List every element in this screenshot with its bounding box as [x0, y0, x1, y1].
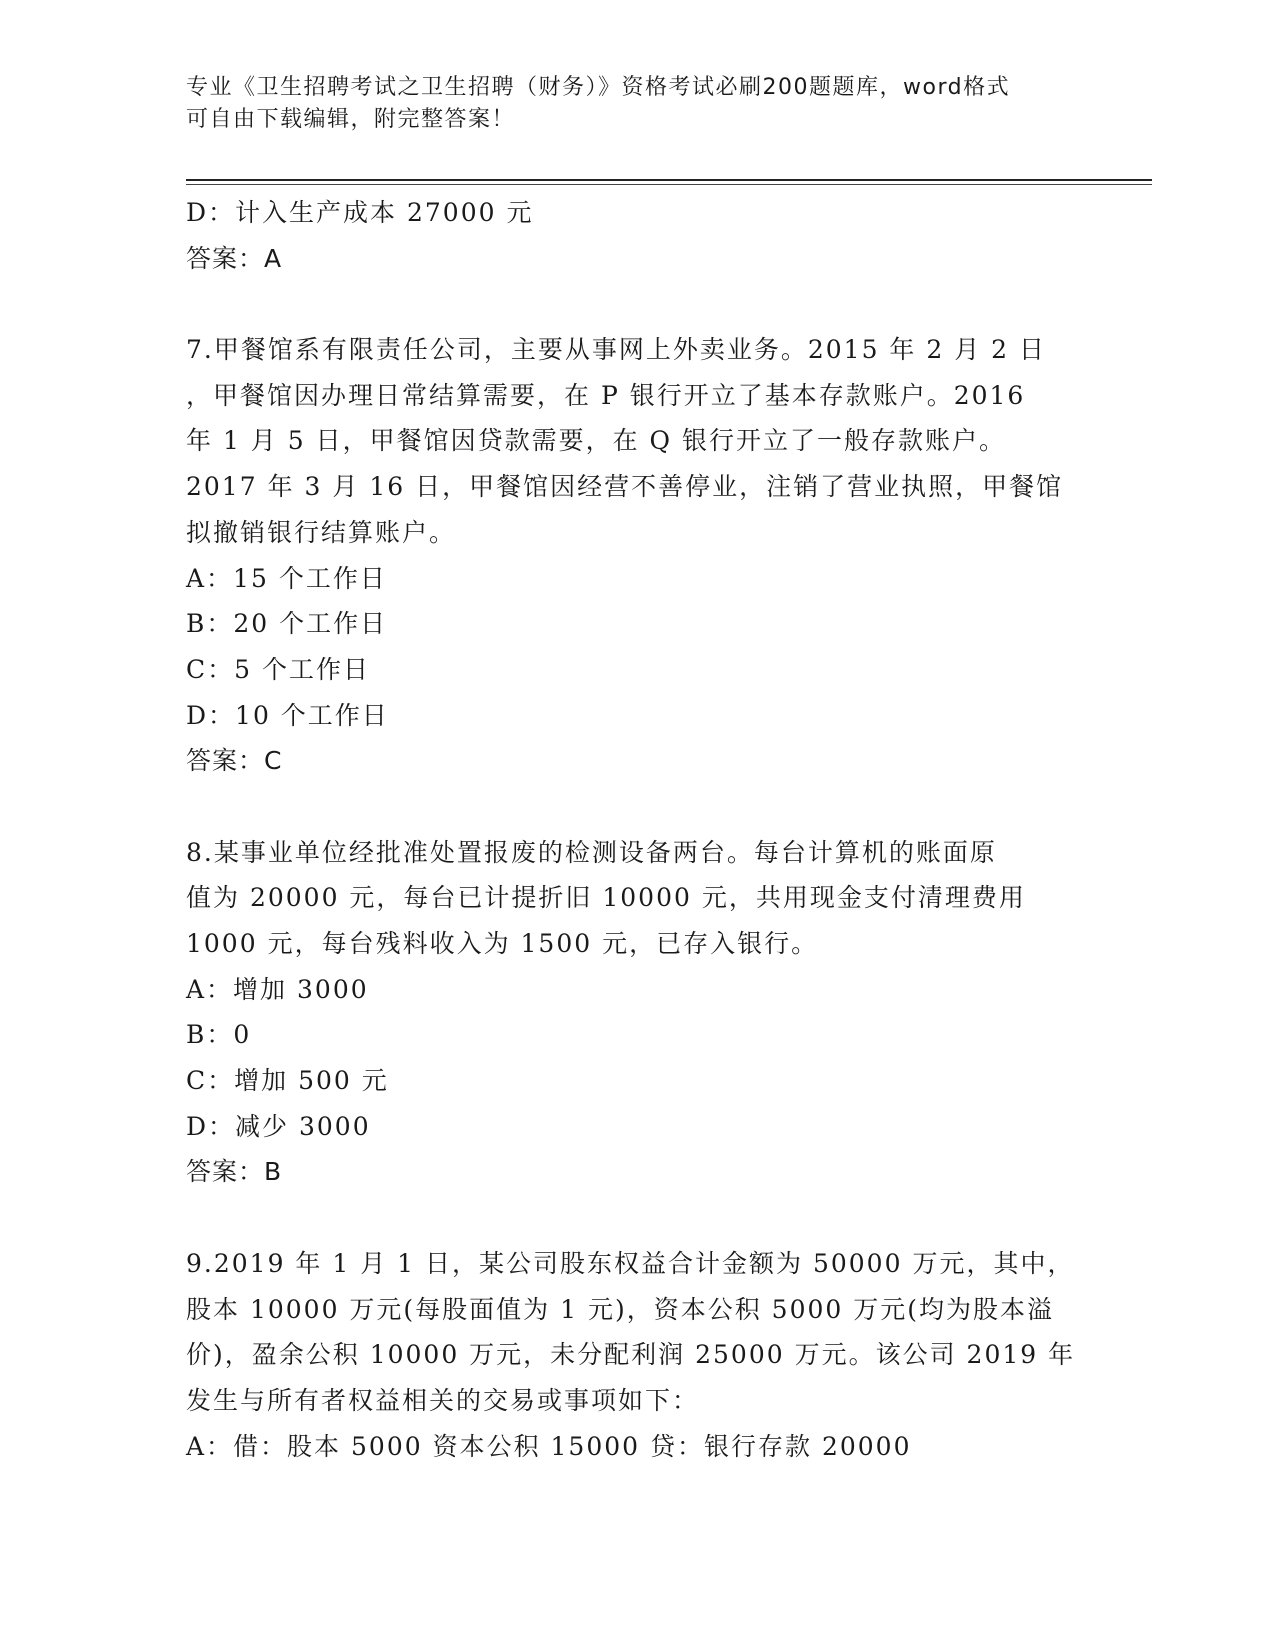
q8-option-a: A：增加 3000 [186, 974, 369, 1004]
q8-option-d: D：减少 3000 [186, 1111, 371, 1141]
q9-stem-line: 发生与所有者权益相关的交易或事项如下： [186, 1385, 700, 1415]
header-divider-thin [186, 184, 1152, 185]
q7-option-a: A：15 个工作日 [186, 563, 387, 593]
spacer [186, 1195, 1086, 1241]
q7-stem-line: 2017 年 3 月 16 日，甲餐馆因经营不善停业，注销了营业执照，甲餐馆 [186, 472, 1064, 502]
q7-option-c: C：5 个工作日 [186, 654, 370, 684]
q7-stem-line: ，甲餐馆因办理日常结算需要，在 P 银行开立了基本存款账户。2016 [186, 380, 1026, 410]
q8-option-b: B：0 [186, 1020, 252, 1050]
q7-answer: 答案：C [186, 746, 283, 776]
q6-answer: 答案：A [186, 243, 283, 273]
spacer [186, 281, 1086, 327]
q9-stem-line: 价)，盈余公积 10000 万元，未分配利润 25000 万元。该公司 2019 年 [186, 1340, 1076, 1370]
question-9 [186, 1241, 1086, 1469]
question-7 [186, 327, 1086, 784]
q8-option-c: C：增加 500 元 [186, 1066, 389, 1096]
q9-option-a: A：借：股本 5000 资本公积 15000 贷：银行存款 20000 [186, 1431, 912, 1461]
q7-option-d: D：10 个工作日 [186, 700, 389, 730]
q7-stem-line: 拟撤销银行结算账户。 [186, 517, 457, 547]
q8-stem-line: 值为 20000 元，每台已计提折旧 10000 元，共用现金支付清理费用 [186, 883, 1026, 913]
header-title-line-1: 专业《卫生招聘考试之卫生招聘（财务）》资格考试必刷200题题库，word格式 [186, 75, 1011, 100]
q8-stem-line: 1000 元，每台残料收入为 1500 元，已存入银行。 [186, 929, 819, 958]
question-content [186, 190, 1086, 1469]
q6-option-d: D：计入生产成本 27000 元 [186, 198, 534, 227]
question-8 [186, 830, 1086, 1196]
q9-stem-line: 9.2019 年 1 月 1 日，某公司股东权益合计金额为 50000 万元，其中， [186, 1248, 1075, 1278]
q9-stem-line: 股本 10000 万元(每股面值为 1 元)，资本公积 5000 万元(均为股本溢 [186, 1294, 1055, 1324]
q8-answer: 答案：B [186, 1157, 283, 1187]
q7-option-b: B：20 个工作日 [186, 609, 388, 639]
spacer [186, 784, 1086, 830]
header-divider-thick [186, 179, 1152, 181]
q7-stem-line: 年 1 月 5 日，甲餐馆因贷款需要，在 Q 银行开立了一般存款账户。 [186, 426, 1006, 456]
q8-stem-line: 8.某事业单位经批准处置报废的检测设备两台。每台计算机的账面原 [186, 837, 997, 867]
page-header [186, 72, 1066, 136]
header-title-line-2: 可自由下载编辑，附完整答案！ [186, 107, 516, 132]
q7-stem-line: 7.甲餐馆系有限责任公司，主要从事网上外卖业务。2015 年 2 月 2 日 [186, 335, 1047, 365]
